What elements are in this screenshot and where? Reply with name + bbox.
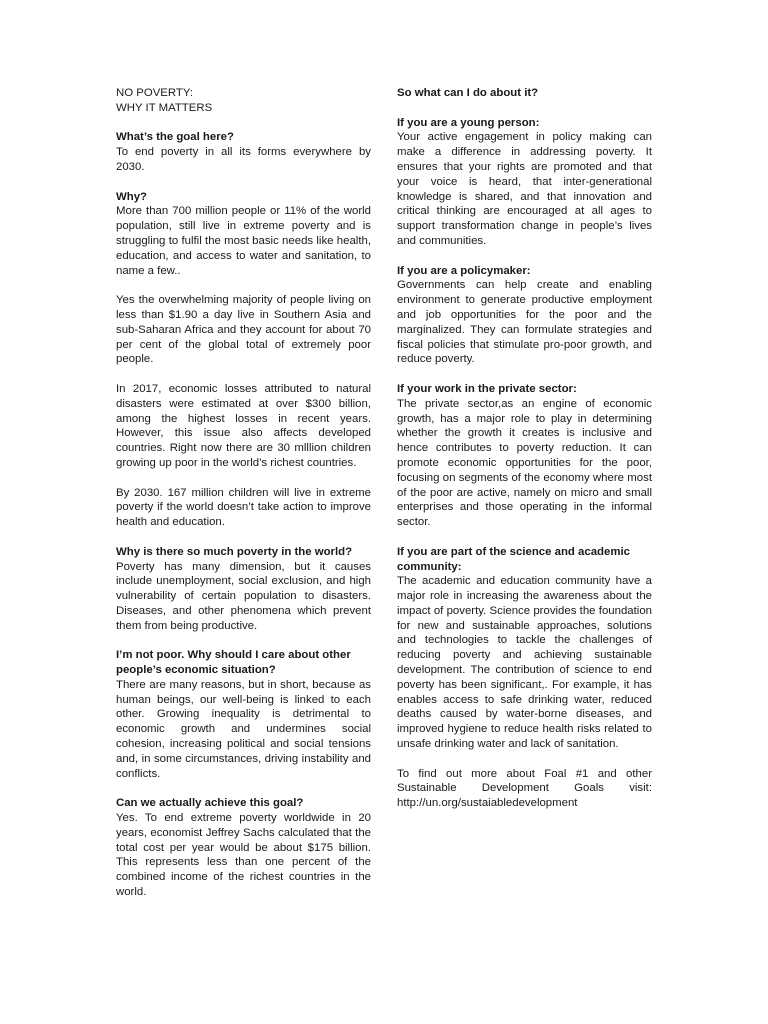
section-paragraph: Governments can help create and enabling environment to generate productive employment and job opportunities for the poor and the marginalized. They can formulate strategies and fiscal policies that stimulate pro-poor growth, and reduce poverty.: [397, 279, 652, 366]
left-column: [116, 86, 371, 915]
section-paragraph: By 2030. 167 million children will live in extreme poverty if the world doesn’t take action to improve health and education.: [116, 486, 371, 529]
section-heading: If you are a young person:: [397, 116, 540, 129]
section-heading: If you are a policymaker:: [397, 264, 531, 277]
document-subtitle: WHY IT MATTERS: [116, 101, 213, 114]
section-heading: Why?: [116, 190, 148, 203]
right-column-title: So what can I do about it?: [397, 87, 539, 99]
right-title-block: [397, 86, 652, 101]
section-why: [116, 190, 371, 279]
right-column: [397, 86, 652, 826]
section-paragraph: More than 700 million people or 11% of the world population, still live in extreme poverty and is struggling to fulfil the most basic needs like health, education, and access to water and sanitation, to name a few..: [116, 205, 371, 277]
section-goal: [116, 130, 371, 174]
section-achieve-goal: [116, 796, 371, 900]
section-paragraph: In 2017, economic losses attributed to natural disasters were estimated at over $300 billion, among the highest losses in recent years. However, this issue also affects developed countries. Right now there are 30 mlllion children growing up poor in the world’s richest countries.: [116, 382, 371, 469]
document-title-block: [116, 86, 371, 116]
section-paragraph: The academic and education community have a major role in increasing the awareness about the impact of poverty. Science provides the foundation for new and sustainable approaches, solutions and technologies to tackle the challenges of reducing poverty and achieving sustainable development. The contribution of science to end poverty has been significant,. For example, it has enables access to safe drinking water, reduced deaths caused by water-borne diseases, and improved hygiene to reduce health risks related to unsafe drinking water and lack of sanitation.: [397, 575, 652, 751]
section-paragraph: There are many reasons, but in short, because as human beings, our well-being is linked to each other. Growing inequality is detrimental to economic growth and undermines social cohesion, increasing political and social tensions and, in some circumstances, driving instability and conflicts.: [116, 678, 371, 780]
section-why-paragraph-2: [116, 293, 371, 367]
section-science-academic: [397, 545, 652, 752]
section-paragraph: To end poverty in all its forms everywhere by 2030.: [116, 146, 371, 173]
section-heading: What’s the goal here?: [116, 131, 234, 144]
section-young-person: [397, 116, 652, 249]
section-policymaker: [397, 264, 652, 368]
section-paragraph: Poverty has many dimension, but it causes include unemployment, social exclusion, and high vulnerability of certain population to disasters. Diseases, and other phenomena which prevent them from being productive.: [116, 560, 371, 632]
section-paragraph: The private sector,as an engine of economic growth, has a major role to play in determining whether the growth it creates is inclusive and hence contributes to poverty reduction. It can promote economic opportunities for the poor, focusing on segments of the economy where most of the poor are active, namely on micro and small enterprises and those operating in the informal sector.: [397, 397, 652, 529]
section-heading: I’m not poor. Why should I care about other people’s economic situation?: [116, 649, 351, 677]
closing-paragraph: To find out more about Foal #1 and other Sustainable Development Goals visit: http://un.org/sustaiabledevelopment: [397, 767, 652, 810]
section-why-paragraph-4: [116, 486, 371, 530]
section-not-poor: [116, 648, 371, 781]
section-paragraph: Your active engagement in policy making can make a difference in addressing poverty. It ensures that your rights are promoted and that your voice is heard, that inter-generational knowledge is shared, and that innovation and critical thinking are encouraged at all ages to support transformation change in people’s lives and communities.: [397, 131, 652, 247]
section-heading: If you are part of the science and academic community:: [397, 545, 630, 573]
section-paragraph: Yes the overwhelming majority of people living on less than $1.90 a day live in Southern Asia and sub-Saharan Africa and they account for about 70 per cent of the global total of extremely poor people.: [116, 294, 371, 366]
section-why-paragraph-3: [116, 382, 371, 471]
section-heading: Can we actually achieve this goal?: [116, 797, 304, 810]
closing-note: [397, 767, 652, 811]
section-private-sector: [397, 382, 652, 530]
section-heading: Why is there so much poverty in the world?: [116, 545, 353, 558]
section-paragraph: Yes. To end extreme poverty worldwide in 20 years, economist Jeffrey Sachs calculated that the total cost per year would be about $175 billion. This represents less than one percent of the combined income of the richest countries in the world.: [116, 812, 371, 899]
section-heading: If your work in the private sector:: [397, 382, 577, 395]
section-so-much-poverty: [116, 545, 371, 634]
document-title: NO POVERTY:: [116, 87, 194, 99]
